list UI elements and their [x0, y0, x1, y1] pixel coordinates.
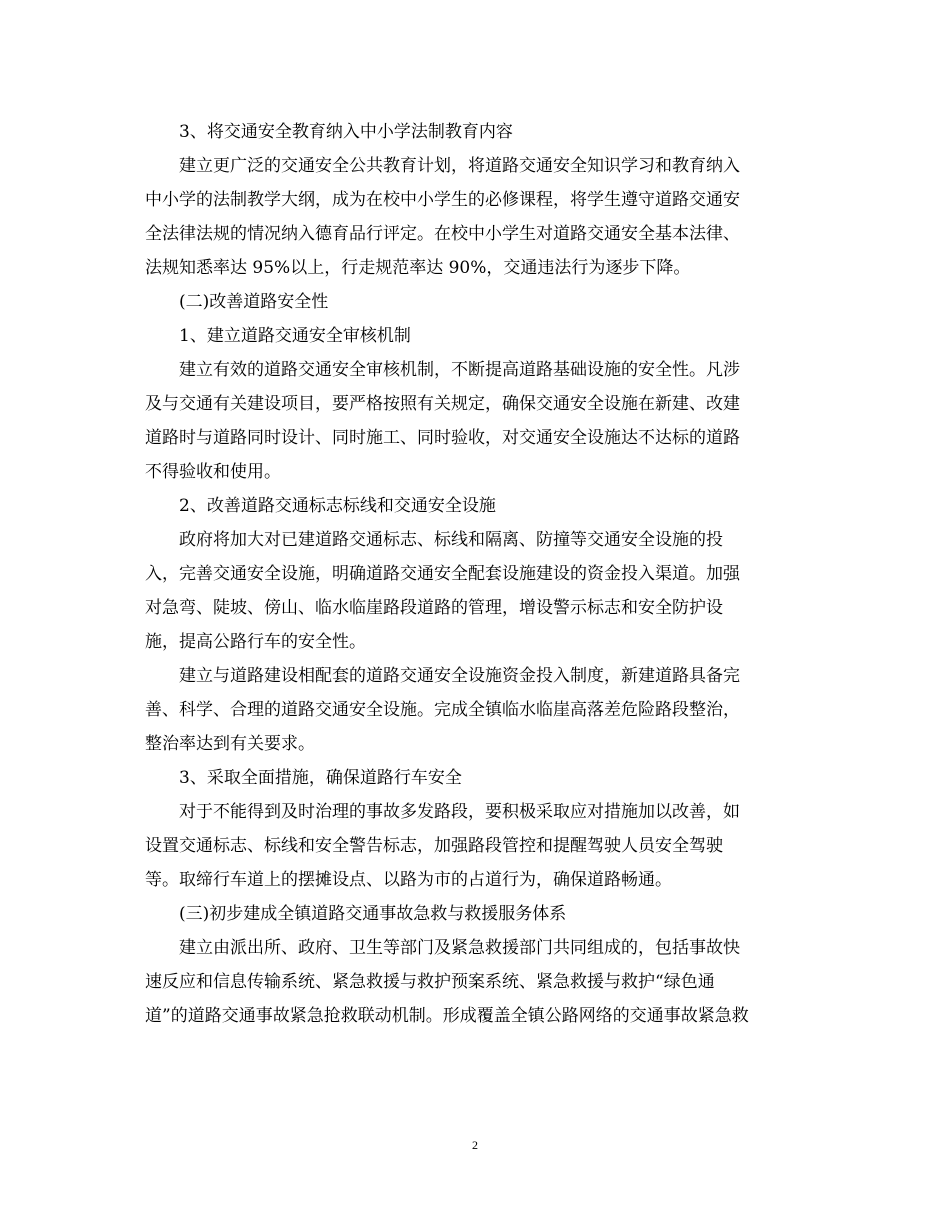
text-line: 建立更广泛的交通安全公共教育计划，将道路交通安全知识学习和教育纳入	[179, 156, 740, 176]
text-line: 及与交通有关建设项目，要严格按照有关规定，确保交通安全设施在新建、改建	[145, 394, 740, 414]
text-line: 对于不能得到及时治理的事故多发路段，要积极采取应对措施加以改善，如	[179, 802, 740, 822]
document-body	[145, 115, 810, 1033]
text-line: 建立与道路建设相配套的道路交通安全设施资金投入制度，新建道路具备完	[179, 666, 740, 686]
text-line: 对急弯、陡坡、傍山、临水临崖路段道路的管理，增设警示标志和安全防护设	[145, 598, 723, 618]
text-line: 2、改善道路交通标志标线和交通安全设施	[179, 496, 496, 516]
text-line: 建立有效的道路交通安全审核机制，不断提高道路基础设施的安全性。凡涉	[179, 360, 740, 380]
text-line: 建立由派出所、政府、卫生等部门及紧急救援部门共同组成的，包括事故快	[179, 938, 740, 958]
text-line: 政府将加大对已建道路交通标志、标线和隔离、防撞等交通安全设施的投	[179, 530, 723, 550]
text-line: 不得验收和使用。	[145, 462, 281, 482]
text-line: 全法律法规的情况纳入德育品行评定。在校中小学生对道路交通安全基本法律、	[145, 224, 740, 244]
text-line: (三)初步建成全镇道路交通事故急救与救援服务体系	[179, 904, 567, 924]
text-line: 1、建立道路交通安全审核机制	[179, 326, 411, 346]
text-line: 法规知悉率达 95%以上，行走规范率达 90%，交通违法行为逐步下降。	[145, 258, 691, 278]
text-line: 善、科学、合理的道路交通安全设施。完成全镇临水临崖高落差危险路段整治，	[145, 700, 740, 720]
text-line: 中小学的法制教学大纲，成为在校中小学生的必修课程，将学生遵守道路交通安	[145, 190, 740, 210]
text-line: (二)改善道路安全性	[179, 292, 329, 312]
text-line: 设置交通标志、标线和安全警告标志，加强路段管控和提醒驾驶人员安全驾驶	[145, 836, 723, 856]
text-line: 整治率达到有关要求。	[145, 734, 315, 754]
text-line: 等。取缔行车道上的摆摊设点、以路为市的占道行为，确保道路畅通。	[145, 870, 672, 890]
text-line: 施，提高公路行车的安全性。	[145, 632, 366, 652]
text-line: 3、采取全面措施，确保道路行车安全	[179, 768, 462, 788]
page-number: 2	[472, 1138, 478, 1152]
text-line: 入，完善交通安全设施，明确道路交通安全配套设施建设的资金投入渠道。加强	[145, 564, 740, 584]
text-line: 3、将交通安全教育纳入中小学法制教育内容	[179, 122, 513, 142]
text-line: 道路时与道路同时设计、同时施工、同时验收，对交通安全设施达不达标的道路	[145, 428, 740, 448]
text-line: 速反应和信息传输系统、紧急救援与救护预案系统、紧急救援与救护“绿色通	[145, 972, 715, 992]
text-line: 道”的道路交通事故紧急抢救联动机制。形成覆盖全镇公路网络的交通事故紧急救	[145, 1006, 749, 1026]
